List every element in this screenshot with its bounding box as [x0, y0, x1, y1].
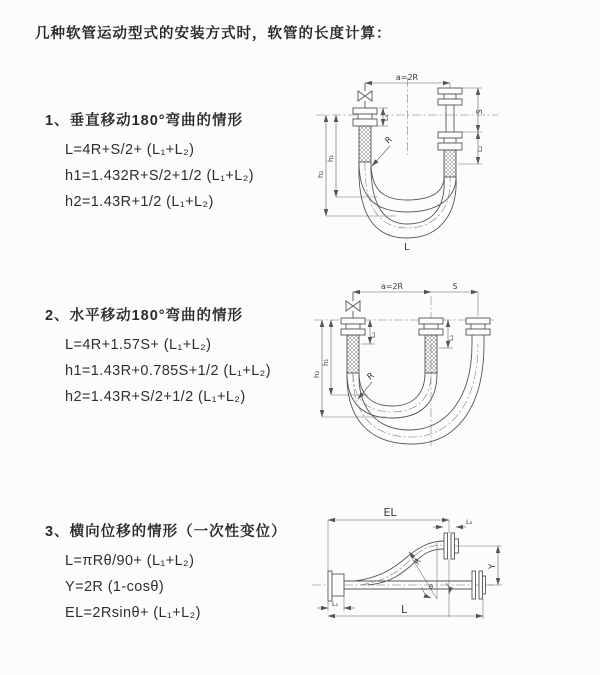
diagram-lateral-displacement — [298, 493, 598, 675]
hose-u-curves — [359, 162, 456, 238]
section-lateral-displacement — [45, 520, 287, 626]
dimension-l1-label: L₁ — [369, 331, 377, 338]
dimension-h2-label: h₂ — [317, 170, 325, 178]
formula-line: h1=1.432R+S/2+1/2 (L₁+L₂) — [65, 168, 255, 184]
dimension-l-label: L — [401, 603, 408, 616]
formula-line: EL=2Rsinθ+ (L₁+L₂) — [65, 605, 201, 621]
valve-icon — [358, 83, 372, 108]
dimension-h1-label: h₁ — [322, 358, 330, 366]
section-1-heading: 1、垂直移动180°弯曲的情形 — [45, 113, 244, 129]
angle-theta-label: θ — [429, 583, 433, 591]
dimension-a2r-label: a=2R — [380, 282, 404, 291]
dimension-l1-label: L₁ — [382, 114, 390, 121]
left-braided-hose — [359, 126, 371, 162]
middle-flange-fitting — [419, 318, 443, 335]
middle-braided-hose — [425, 335, 437, 373]
dimension-l1-label: L₁ — [332, 600, 339, 608]
formula-line: L=πRθ/90+ (L₁+L₂) — [65, 553, 195, 569]
section-2-heading: 2、水平移动180°弯曲的情形 — [45, 308, 244, 324]
radius-leader-line — [372, 146, 390, 166]
dimension-h2-label: h₂ — [313, 370, 321, 378]
right-flange-fitting — [466, 318, 490, 335]
section-vertical-180 — [45, 109, 254, 215]
hose-s-curve — [354, 541, 444, 585]
page-title: 几种软管运动型式的安装方式时，软管的长度计算： — [35, 26, 392, 42]
formula-line: h2=1.43R+S/2+1/2 (L₁+L₂) — [65, 389, 246, 405]
radius-label: R — [412, 556, 423, 567]
section-2-formulas — [65, 332, 271, 410]
dimension-y-label: Y — [488, 563, 498, 569]
dimension-l2-label: L₂ — [466, 518, 473, 526]
formula-line: L=4R+1.57S+ (L₁+L₂) — [65, 337, 212, 353]
length-label: L — [404, 242, 410, 253]
dimension-s-label: S — [452, 282, 458, 291]
radius-label: R — [365, 370, 377, 383]
formula-line: h2=1.43R+1/2 (L₁+L₂) — [65, 194, 214, 210]
hose-u-curves-displaced — [347, 344, 484, 444]
lower-right-flange-fitting — [472, 571, 486, 599]
dimension-h1-label: h₁ — [327, 154, 335, 162]
formula-line: L=4R+S/2+ (L₁+L₂) — [65, 142, 195, 158]
radius-label: R — [383, 134, 395, 147]
left-flange-fitting — [328, 571, 344, 601]
dimension-a2r-label: a=2R — [395, 73, 419, 82]
left-flange-fitting — [341, 318, 365, 335]
right-lower-flange-fitting — [438, 132, 462, 150]
formula-line: Y=2R (1-cosθ) — [65, 579, 165, 595]
section-3-heading: 3、横向位移的情形（一次性变位） — [45, 524, 287, 540]
formula-line: h1=1.43R+0.785S+1/2 (L₁+L₂) — [65, 363, 271, 379]
section-1-formulas — [65, 137, 254, 215]
dimension-l2-label: L₂ — [447, 334, 455, 341]
section-3-formulas — [65, 548, 287, 626]
diagram-vertical-180-bend — [298, 60, 598, 265]
dimension-l2-label: L₂ — [476, 145, 484, 152]
valve-icon — [346, 292, 360, 318]
left-braided-hose — [347, 335, 359, 373]
right-upper-flange-fitting — [438, 88, 462, 105]
diagram-horizontal-180-bend — [298, 278, 598, 473]
dimension-s-label: S — [475, 109, 484, 114]
section-horizontal-180 — [45, 304, 271, 410]
dimension-el-label: EL — [383, 506, 397, 519]
right-braided-hose — [444, 150, 456, 177]
left-flange-fitting — [353, 108, 377, 126]
